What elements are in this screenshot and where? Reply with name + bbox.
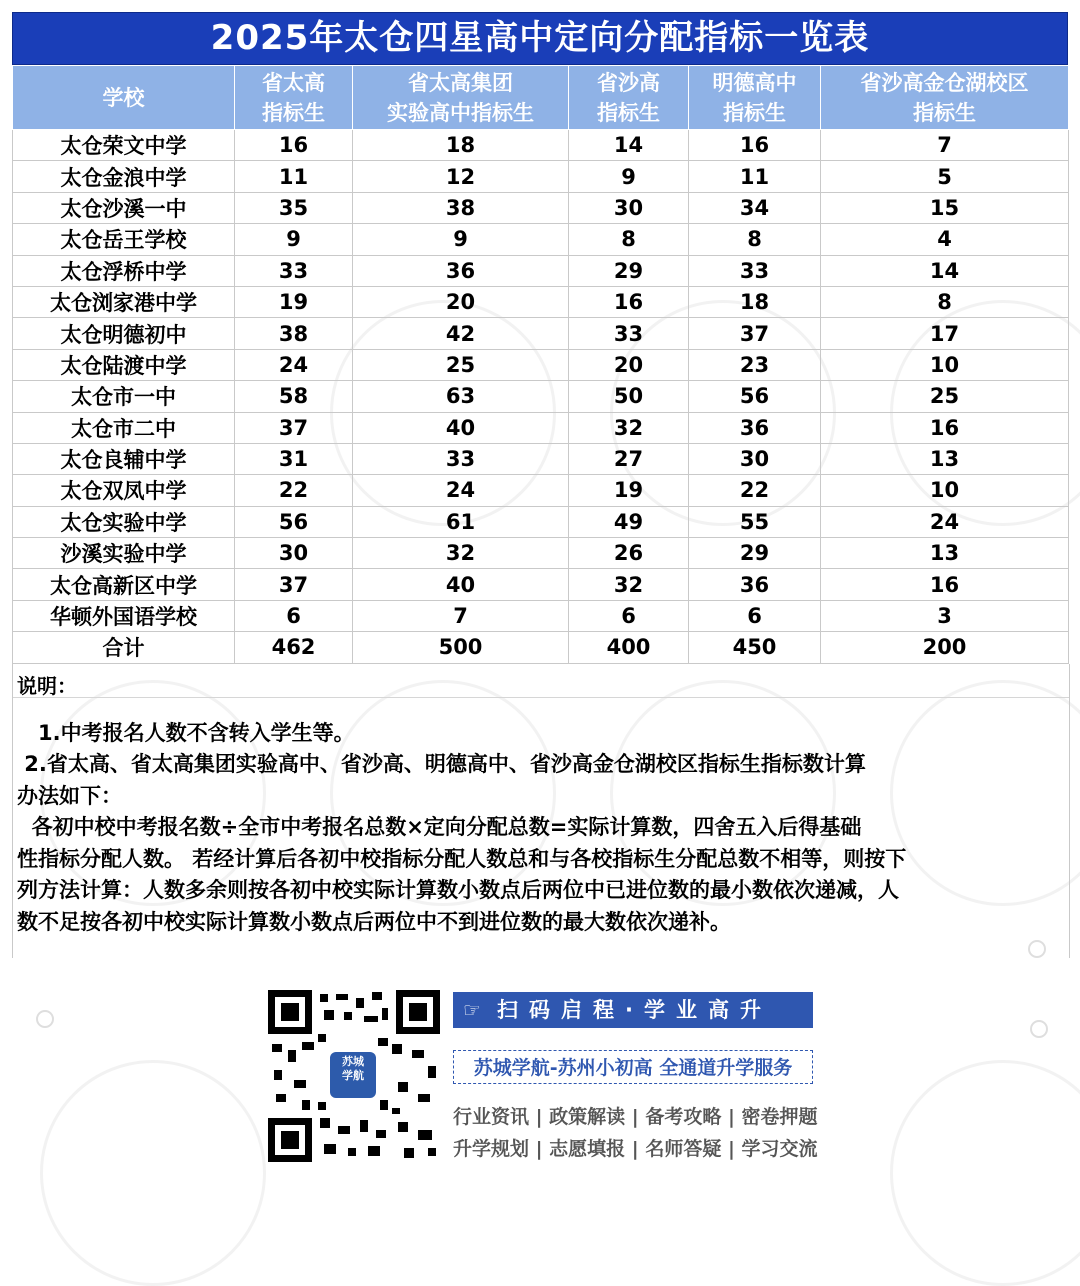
quota-cell: 30 [235, 538, 353, 569]
qr-code [268, 990, 440, 1162]
quota-cell: 20 [569, 349, 689, 380]
table-row [13, 224, 1069, 255]
quota-cell: 40 [353, 569, 569, 600]
quota-cell: 63 [353, 381, 569, 412]
quota-cell: 16 [569, 286, 689, 317]
school-name-cell: 沙溪实验中学 [13, 538, 235, 569]
table-row [13, 130, 1069, 161]
quota-cell: 36 [689, 569, 821, 600]
quota-cell: 24 [353, 475, 569, 506]
table-row [13, 412, 1069, 443]
quota-cell: 38 [353, 192, 569, 223]
quota-cell: 24 [821, 506, 1069, 537]
header-taigao-group: 省太高集团 实验高中指标生 [353, 66, 569, 130]
header-shagao-jincanghu: 省沙高金仓湖校区 指标生 [821, 66, 1069, 130]
quota-cell: 16 [235, 130, 353, 161]
quota-cell: 26 [569, 538, 689, 569]
quota-cell: 22 [235, 475, 353, 506]
quota-cell: 34 [689, 192, 821, 223]
school-name-cell: 太仓双凤中学 [13, 475, 235, 506]
quota-cell: 49 [569, 506, 689, 537]
qr-logo: 苏城 学航 [330, 1052, 376, 1098]
table-row [13, 286, 1069, 317]
quota-cell: 37 [689, 318, 821, 349]
quota-cell: 33 [569, 318, 689, 349]
school-name-cell: 太仓浮桥中学 [13, 255, 235, 286]
table-row [13, 506, 1069, 537]
quota-cell: 40 [353, 412, 569, 443]
quota-cell: 29 [569, 255, 689, 286]
services-row-2: 升学规划 | 志愿填报 | 名师答疑 | 学习交流 [453, 1138, 818, 1160]
quota-cell: 37 [235, 412, 353, 443]
quota-cell: 58 [235, 381, 353, 412]
table-row [13, 600, 1069, 631]
services-row-1: 行业资讯 | 政策解读 | 备考攻略 | 密卷押题 [453, 1106, 818, 1128]
quota-cell: 32 [353, 538, 569, 569]
quota-cell: 33 [353, 443, 569, 474]
quota-cell: 61 [353, 506, 569, 537]
total-row [13, 632, 1069, 663]
quota-cell: 37 [235, 569, 353, 600]
school-name-cell: 华顿外国语学校 [13, 600, 235, 631]
watermark-ring [890, 1060, 1080, 1286]
quota-cell: 8 [569, 224, 689, 255]
school-name-cell: 合计 [13, 632, 235, 663]
school-name-cell: 太仓市一中 [13, 381, 235, 412]
school-name-cell: 太仓实验中学 [13, 506, 235, 537]
quota-cell: 12 [353, 161, 569, 192]
quota-cell: 30 [569, 192, 689, 223]
divider [13, 697, 1069, 698]
watermark-dot [1030, 1020, 1048, 1038]
quota-cell: 32 [569, 569, 689, 600]
quota-cell: 4 [821, 224, 1069, 255]
quota-cell: 16 [689, 130, 821, 161]
quota-cell: 450 [689, 632, 821, 663]
quota-cell: 33 [235, 255, 353, 286]
header-shagao: 省沙高 指标生 [569, 66, 689, 130]
quota-cell: 56 [235, 506, 353, 537]
quota-cell: 25 [353, 349, 569, 380]
notes-body [17, 718, 1057, 939]
quota-cell: 14 [821, 255, 1069, 286]
quota-cell: 35 [235, 192, 353, 223]
promo-banner [453, 992, 813, 1028]
table-row [13, 161, 1069, 192]
table-row [13, 569, 1069, 600]
quota-cell: 42 [353, 318, 569, 349]
school-name-cell: 太仓金浪中学 [13, 161, 235, 192]
quota-cell: 32 [569, 412, 689, 443]
quota-cell: 11 [689, 161, 821, 192]
school-name-cell: 太仓陆渡中学 [13, 349, 235, 380]
quota-cell: 36 [353, 255, 569, 286]
school-name-cell: 太仓明德初中 [13, 318, 235, 349]
quota-cell: 400 [569, 632, 689, 663]
spreadsheet [12, 12, 1068, 958]
quota-cell: 6 [235, 600, 353, 631]
header-mingde: 明德高中 指标生 [689, 66, 821, 130]
quota-cell: 5 [821, 161, 1069, 192]
table-row [13, 349, 1069, 380]
header-school: 学校 [13, 66, 235, 130]
quota-cell: 27 [569, 443, 689, 474]
quota-cell: 200 [821, 632, 1069, 663]
quota-cell: 13 [821, 443, 1069, 474]
notes-label: 说明： [17, 673, 77, 698]
quota-cell: 50 [569, 381, 689, 412]
quota-cell: 8 [821, 286, 1069, 317]
quota-cell: 20 [353, 286, 569, 317]
quota-cell: 16 [821, 569, 1069, 600]
quota-cell: 3 [821, 600, 1069, 631]
note-line: 性指标分配人数。 若经计算后各初中校指标分配人数总和与各校指标生分配总数不相等，则按下 [17, 846, 907, 871]
quota-cell: 31 [235, 443, 353, 474]
promo-subtitle: 苏城学航-苏州小初高 全通道升学服务 [453, 1050, 813, 1084]
note-line: 数不足按各初中校实际计算数小数点后两位中不到进位数的最大数依次递补。 [17, 909, 731, 934]
quota-cell: 55 [689, 506, 821, 537]
table-row [13, 255, 1069, 286]
promo-banner-text: 扫码启程·学业高升 [497, 998, 772, 1022]
watermark-ring [40, 1060, 266, 1286]
notes-section [12, 664, 1070, 958]
school-name-cell: 太仓荣文中学 [13, 130, 235, 161]
quota-cell: 7 [353, 600, 569, 631]
quota-cell: 19 [235, 286, 353, 317]
table-row [13, 192, 1069, 223]
quota-cell: 8 [689, 224, 821, 255]
quota-cell: 17 [821, 318, 1069, 349]
table-row [13, 381, 1069, 412]
school-name-cell: 太仓浏家港中学 [13, 286, 235, 317]
quota-cell: 6 [569, 600, 689, 631]
quota-cell: 18 [689, 286, 821, 317]
quota-cell: 9 [569, 161, 689, 192]
note-line: 1.中考报名人数不含转入学生等。 [17, 720, 355, 745]
quota-cell: 29 [689, 538, 821, 569]
quota-cell: 10 [821, 475, 1069, 506]
quota-cell: 11 [235, 161, 353, 192]
quota-cell: 33 [689, 255, 821, 286]
school-name-cell: 太仓沙溪一中 [13, 192, 235, 223]
quota-table [12, 65, 1069, 664]
quota-cell: 500 [353, 632, 569, 663]
quota-cell: 15 [821, 192, 1069, 223]
note-line: 办法如下： [17, 783, 122, 808]
table-title: 2025年太仓四星高中定向分配指标一览表 [12, 12, 1068, 65]
school-name-cell: 太仓良辅中学 [13, 443, 235, 474]
table-row [13, 475, 1069, 506]
quota-cell: 36 [689, 412, 821, 443]
quota-cell: 56 [689, 381, 821, 412]
pointing-hand-icon: ☞ [463, 998, 481, 1022]
note-line: 列方法计算：人数多余则按各初中校实际计算数小数点后两位中已进位数的最小数依次递减，人 [17, 878, 899, 903]
quota-cell: 6 [689, 600, 821, 631]
note-line: 各初中校中考报名数÷全市中考报名总数×定向分配总数=实际计算数，四舍五入后得基础 [17, 815, 862, 840]
school-name-cell: 太仓高新区中学 [13, 569, 235, 600]
quota-cell: 19 [569, 475, 689, 506]
school-name-cell: 太仓岳王学校 [13, 224, 235, 255]
quota-cell: 22 [689, 475, 821, 506]
quota-cell: 16 [821, 412, 1069, 443]
quota-cell: 24 [235, 349, 353, 380]
table-row [13, 538, 1069, 569]
header-taigao: 省太高 指标生 [235, 66, 353, 130]
quota-cell: 462 [235, 632, 353, 663]
quota-cell: 10 [821, 349, 1069, 380]
quota-cell: 18 [353, 130, 569, 161]
quota-cell: 25 [821, 381, 1069, 412]
quota-cell: 7 [821, 130, 1069, 161]
quota-cell: 38 [235, 318, 353, 349]
header-row [13, 66, 1069, 130]
quota-cell: 9 [353, 224, 569, 255]
table-row [13, 443, 1069, 474]
table-row [13, 318, 1069, 349]
quota-cell: 23 [689, 349, 821, 380]
note-line: 2.省太高、省太高集团实验高中、省沙高、明德高中、省沙高金仓湖校区指标生指标数计算 [17, 752, 866, 777]
quota-cell: 13 [821, 538, 1069, 569]
school-name-cell: 太仓市二中 [13, 412, 235, 443]
watermark-dot [36, 1010, 54, 1028]
quota-cell: 30 [689, 443, 821, 474]
quota-cell: 9 [235, 224, 353, 255]
quota-cell: 14 [569, 130, 689, 161]
